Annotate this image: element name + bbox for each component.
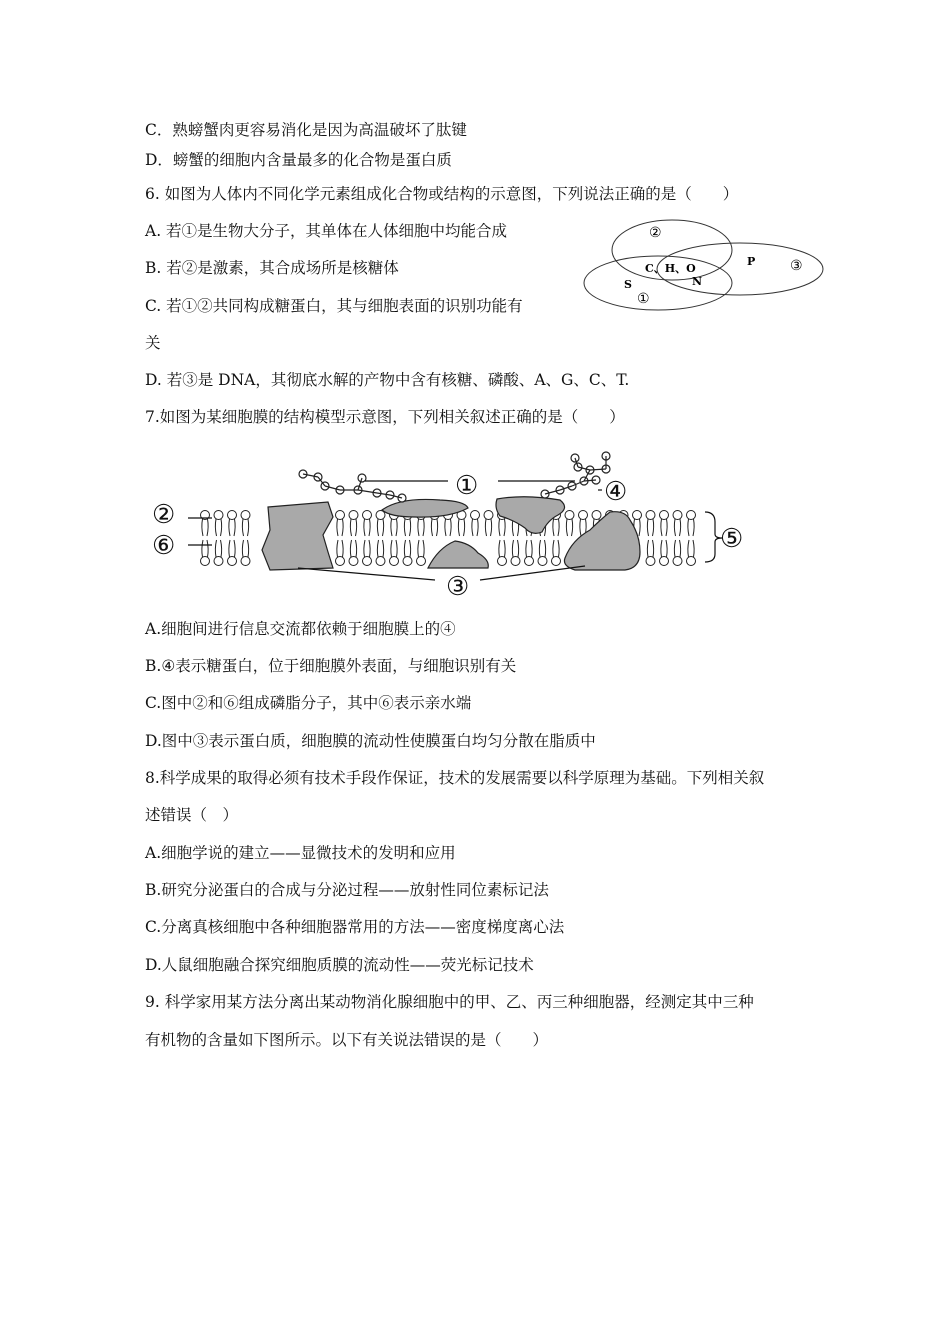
q8-stem-line1: 8.科学成果的取得必须有技术手段作保证，技术的发展需要以科学原理为基础。下列相关叙 [145, 769, 765, 787]
q7-option-d: D.图中③表示蛋白质，细胞膜的流动性使膜蛋白均匀分散在脂质中 [145, 732, 596, 750]
cell-membrane-diagram [0, 0, 950, 610]
q7-option-b: B.④表示糖蛋白，位于细胞膜外表面，与细胞识别有关 [145, 657, 517, 675]
q8-option-a: A.细胞学说的建立——显微技术的发明和应用 [145, 844, 456, 862]
q7-option-c: C.图中②和⑥组成磷脂分子，其中⑥表示亲水端 [145, 694, 472, 712]
transmembrane-protein-left [262, 502, 333, 570]
embedded-protein-right [564, 512, 640, 570]
peripheral-protein-bottom [428, 541, 488, 568]
venn-label-2: ② [649, 225, 662, 241]
q6-stem: 6. 如图为人体内不同化学元素组成化合物或结构的示意图，下列说法正确的是（ ） [145, 185, 739, 203]
glycolipid-sugar-chain [299, 470, 406, 502]
q6-option-c-line1: C. 若①②共同构成糖蛋白，其与细胞表面的识别功能有 [145, 297, 523, 315]
membrane-label-2: ② [152, 500, 176, 530]
q6-option-b: B. 若②是激素，其合成场所是核糖体 [145, 259, 399, 277]
q6-option-a: A. 若①是生物大分子，其单体在人体细胞中均能合成 [145, 222, 508, 240]
q8-option-c: C.分离真核细胞中各种细胞器常用的方法——密度梯度离心法 [145, 918, 565, 936]
q5-option-d: D．螃蟹的细胞内含量最多的化合物是蛋白质 [145, 151, 452, 169]
membrane-label-6: ⑥ [152, 531, 176, 561]
q9-stem-line1: 9. 科学家用某方法分离出某动物消化腺细胞中的甲、乙、丙三种细胞器，经测定其中三种 [145, 993, 754, 1011]
venn-element-s: S [624, 278, 632, 291]
glycoprotein-protein [496, 497, 565, 534]
venn-label-3: ③ [790, 258, 803, 274]
q5-option-c: C．熟螃蟹肉更容易消化是因为高温破坏了肽键 [145, 121, 467, 139]
venn-label-1: ① [637, 291, 650, 307]
venn-element-p: P [747, 255, 756, 268]
glycoprotein-sugar-chain [541, 452, 610, 498]
q8-option-d: D.人鼠细胞融合探究细胞质膜的流动性——荧光标记技术 [145, 956, 534, 974]
q8-option-b: B.研究分泌蛋白的合成与分泌过程——放射性同位素标记法 [145, 881, 549, 899]
membrane-label-5: ⑤ [720, 524, 744, 554]
q9-stem-line2: 有机物的含量如下图所示。以下有关说法错误的是（ ） [145, 1031, 549, 1049]
membrane-label-3: ③ [446, 572, 470, 602]
venn-element-n: N [692, 275, 703, 288]
q6-option-c-line2: 关 [145, 334, 161, 352]
membrane-label-1: ① [455, 471, 479, 501]
peripheral-protein-top [382, 499, 468, 517]
q7-option-a: A.细胞间进行信息交流都依赖于细胞膜上的④ [145, 620, 456, 638]
membrane-label-4: ④ [604, 477, 628, 507]
q8-stem-line2: 述错误（ ） [145, 806, 239, 824]
q7-stem: 7.如图为某细胞膜的结构模型示意图，下列相关叙述正确的是（ ） [145, 408, 625, 426]
venn-center-elements: C、H、O [645, 262, 696, 275]
q6-option-d: D. 若③是 DNA，其彻底水解的产物中含有核糖、磷酸、A、G、C、T. [145, 371, 630, 389]
